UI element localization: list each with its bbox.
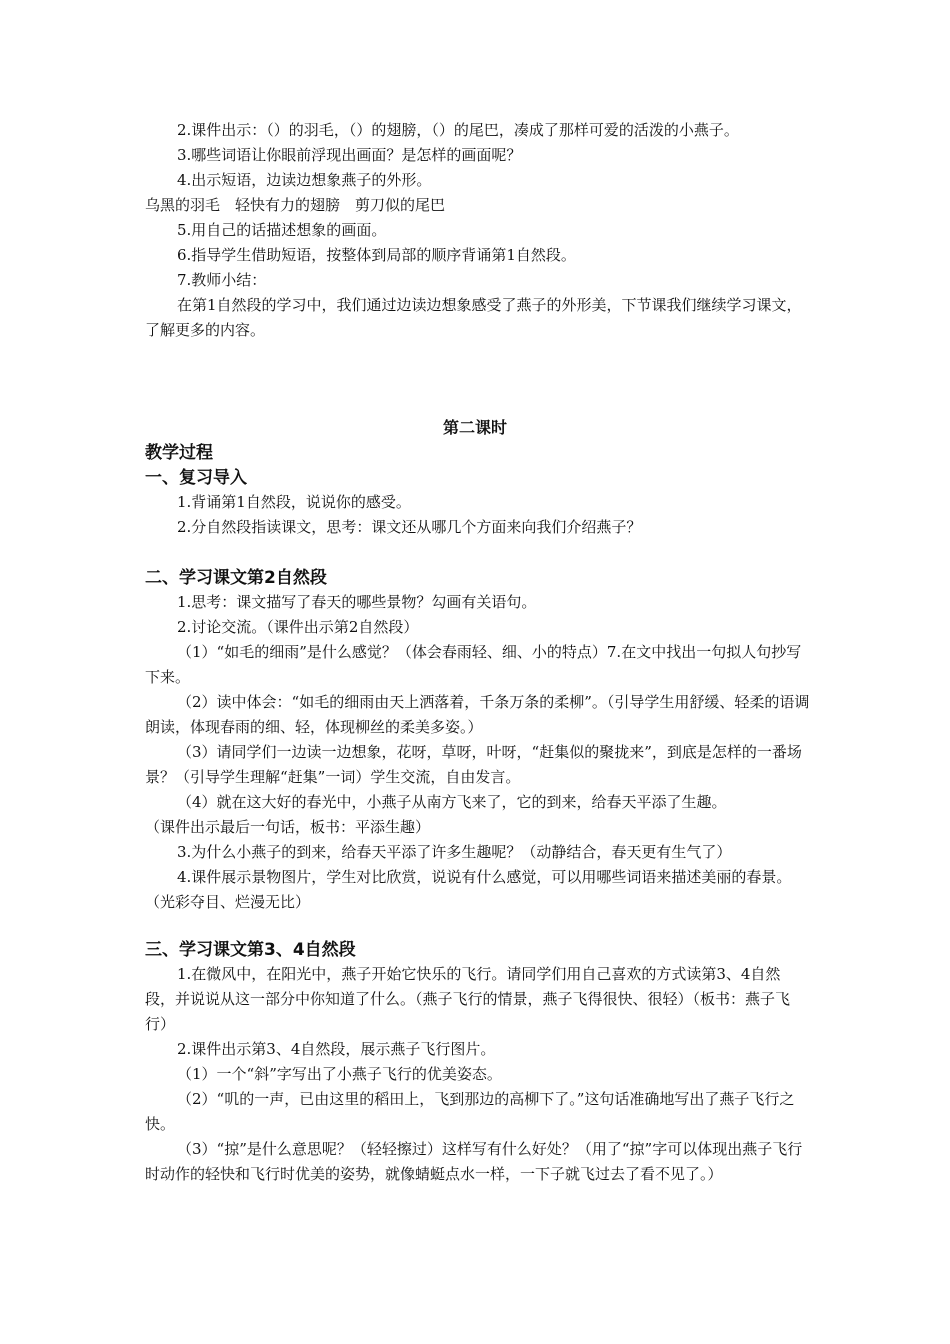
section2-item: （4）就在这大好的春光中，小燕子从南方飞来了，它的到来，给春天平添了生趣。 — [177, 793, 727, 811]
section1-item: 1.背诵第1自然段，说说你的感受。 — [177, 493, 411, 511]
section1-heading: 一、复习导入 — [145, 468, 247, 488]
section2-item: （课件出示最后一句话，板书：平添生趣） — [145, 818, 431, 836]
section2-item: 3.为什么小燕子的到来，给春天平添了许多生趣呢？（动静结合，春天更有生气了） — [177, 843, 732, 861]
phrase-list: 乌黑的羽毛 轻快有力的翅膀 剪刀似的尾巴 — [145, 196, 446, 214]
step-3: 3.哪些词语让你眼前浮现出画面？是怎样的画面呢？ — [177, 146, 522, 164]
process-heading: 教学过程 — [145, 443, 213, 463]
step-5: 5.用自己的话描述想象的画面。 — [177, 221, 387, 239]
section2-item: 4.课件展示景物图片，学生对比欣赏，说说有什么感觉，可以用哪些词语来描述美丽的春景。（光彩夺目、烂漫无比） — [145, 868, 792, 911]
section3-item: （3）“掠”是什么意思呢？（轻轻擦过）这样写有什么好处？（用了“掠”字可以体现出燕子飞行时动作的轻快和飞行时优美的姿势，就像蜻蜓点水一样，一下子就飞过去了看不见了。） — [145, 1140, 803, 1183]
teacher-summary: 在第1自然段的学习中，我们通过边读边想象感受了燕子的外形美，下节课我们继续学习课文，了解更多的内容。 — [145, 296, 802, 339]
step-2: 2.课件出示：（）的羽毛，（）的翅膀，（）的尾巴，凑成了那样可爱的活泼的小燕子。 — [177, 121, 739, 139]
section1-body — [145, 490, 810, 540]
step-7: 7.教师小结： — [177, 271, 267, 289]
section2-body — [145, 590, 810, 915]
section2-item: （1）“如毛的细雨”是什么感觉？（体会春雨轻、细、小的特点）7.在文中找出一句拟人句抄写下来。 — [145, 643, 802, 686]
section2-item: 2.讨论交流。（课件出示第2自然段） — [177, 618, 419, 636]
lesson-title: 第二课时 — [442, 418, 507, 437]
section3-body — [145, 962, 810, 1187]
section2-heading: 二、学习课文第2自然段 — [145, 568, 327, 588]
section3-item: 2.课件出示第3、4自然段，展示燕子飞行图片。 — [177, 1040, 496, 1058]
section2-item: （2）读中体会：“如毛的细雨由天上洒落着，千条万条的柔柳”。（引导学生用舒缓、轻柔的语调朗读，体现春雨的细、轻，体现柳丝的柔美多姿。） — [145, 693, 810, 736]
step-6: 6.指导学生借助短语，按整体到局部的顺序背诵第1自然段。 — [177, 246, 576, 264]
section2-item: （3）请同学们一边读一边想象，花呀，草呀，叶呀，“赶集似的聚拢来”，到底是怎样的一番场景？（引导学生理解“赶集”一词）学生交流，自由发言。 — [145, 743, 802, 786]
section3-item: （2）“叽的一声，已由这里的稻田上，飞到那边的高柳下了。”这句话准确地写出了燕子飞行之快。 — [145, 1090, 795, 1133]
section2-item: 1.思考：课文描写了春天的哪些景物？勾画有关语句。 — [177, 593, 537, 611]
section1-item: 2.分自然段指读课文，思考：课文还从哪几个方面来向我们介绍燕子？ — [177, 518, 642, 536]
lesson1-closing-steps — [145, 118, 810, 343]
section3-item: 1.在微风中，在阳光中，燕子开始它快乐的飞行。请同学们用自己喜欢的方式读第3、4自然段，并说说从这一部分中你知道了什么。（燕子飞行的情景，燕子飞得很快、很轻）（板书：燕子飞行） — [145, 965, 791, 1033]
section3-item: （1）一个“斜”字写出了小燕子飞行的优美姿态。 — [177, 1065, 502, 1083]
step-4: 4.出示短语，边读边想象燕子的外形。 — [177, 171, 432, 189]
section3-heading: 三、学习课文第3、4自然段 — [145, 940, 356, 960]
